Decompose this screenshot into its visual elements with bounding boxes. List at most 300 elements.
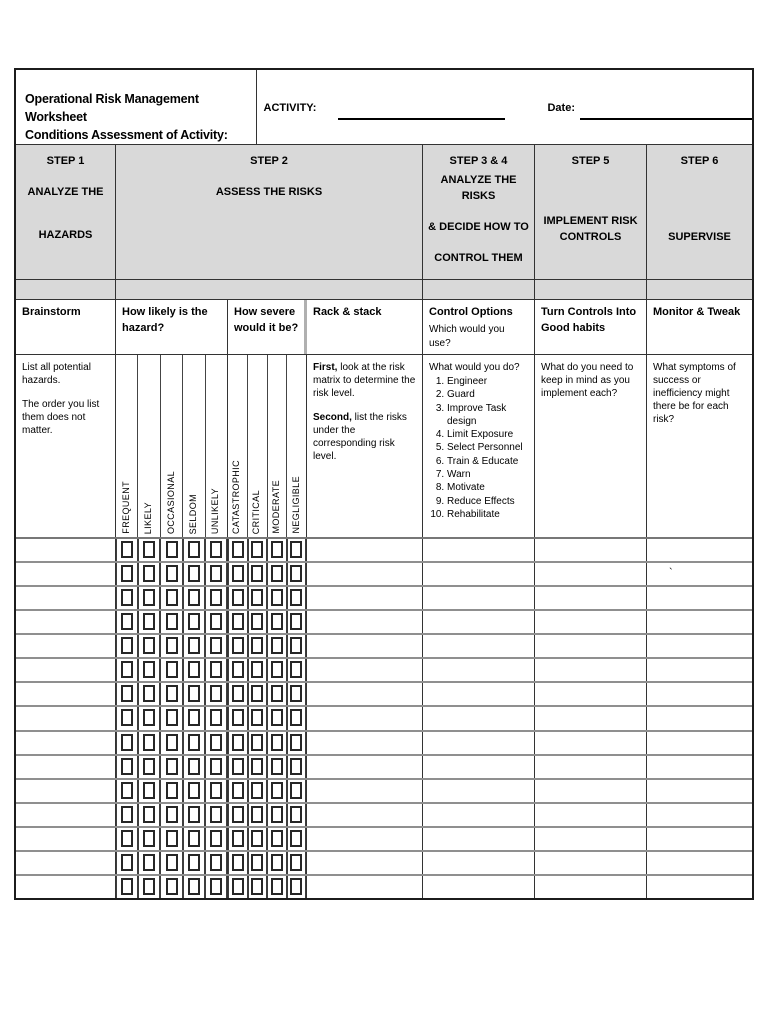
monitor-entry-cell[interactable] — [647, 707, 752, 729]
table-row — [16, 802, 752, 826]
severity-checkbox[interactable] — [251, 782, 263, 799]
severity-checkbox[interactable] — [271, 709, 283, 726]
likelihood-checkbox[interactable] — [121, 709, 133, 726]
severity-checkbox[interactable] — [290, 830, 302, 847]
control-options-entry-cell[interactable] — [423, 587, 535, 609]
implement-entry-cell[interactable] — [535, 587, 647, 609]
brainstorm-header: Brainstorm — [16, 300, 116, 354]
likelihood-checkbox[interactable] — [143, 685, 155, 702]
step-3-4-header — [423, 145, 535, 279]
severity-checkbox[interactable] — [251, 541, 263, 558]
hazard-entry-cell[interactable] — [16, 635, 116, 657]
monitor-entry-cell[interactable] — [647, 756, 752, 778]
table-row — [16, 681, 752, 705]
likelihood-checkbox-cell — [160, 587, 182, 609]
severity-checkbox-cell — [228, 780, 248, 802]
likelihood-checkbox-cell — [116, 563, 138, 585]
monitor-entry-cell[interactable] — [647, 611, 752, 633]
hazard-entry-cell[interactable] — [16, 563, 116, 585]
likelihood-checkbox[interactable] — [188, 709, 200, 726]
likelihood-checkbox[interactable] — [210, 637, 222, 654]
likelihood-checkbox-group — [116, 587, 228, 609]
likelihood-checkbox-cell — [205, 828, 227, 850]
control-option-item: 8. Motivate — [447, 481, 529, 494]
severity-checkbox-cell — [287, 587, 307, 609]
likelihood-checkbox[interactable] — [143, 734, 155, 751]
severity-checkbox[interactable] — [232, 758, 244, 775]
likelihood-checkbox-cell — [160, 563, 182, 585]
likelihood-column-seldom — [183, 355, 205, 537]
likelihood-checkbox[interactable] — [121, 541, 133, 558]
likelihood-checkbox-cell — [183, 635, 205, 657]
likelihood-checkbox[interactable] — [166, 589, 178, 606]
likelihood-checkbox-cell — [160, 828, 182, 850]
hazard-entry-cell[interactable] — [16, 780, 116, 802]
severity-checkbox[interactable] — [251, 637, 263, 654]
severity-checkbox-cell — [248, 852, 268, 874]
likelihood-checkbox[interactable] — [121, 806, 133, 823]
activity-input-line[interactable] — [338, 108, 505, 120]
severity-checkbox[interactable] — [251, 854, 263, 871]
likelihood-checkbox[interactable] — [210, 854, 222, 871]
severity-checkbox[interactable] — [232, 734, 244, 751]
control-options-entry-cell[interactable] — [423, 683, 535, 705]
severity-checkbox-cell — [287, 611, 307, 633]
severity-checkbox[interactable] — [232, 854, 244, 871]
implement-entry-cell[interactable] — [535, 611, 647, 633]
implement-entry-cell[interactable] — [535, 852, 647, 874]
control-options-entry-cell[interactable] — [423, 756, 535, 778]
implement-question: What do you need to keep in mind as you implement each? — [541, 362, 634, 399]
severity-checkbox[interactable] — [290, 565, 302, 582]
rack-stack-entry-cell[interactable] — [307, 635, 423, 657]
likelihood-checkbox[interactable] — [143, 661, 155, 678]
likelihood-checkbox-cell — [183, 683, 205, 705]
control-options-entry-cell[interactable] — [423, 852, 535, 874]
likelihood-checkbox[interactable] — [210, 758, 222, 775]
likelihood-checkbox[interactable] — [166, 758, 178, 775]
implement-entry-cell[interactable] — [535, 635, 647, 657]
likelihood-checkbox[interactable] — [188, 830, 200, 847]
monitor-entry-cell[interactable] — [647, 587, 752, 609]
severity-checkbox[interactable] — [271, 806, 283, 823]
likelihood-checkbox-cell — [183, 780, 205, 802]
likelihood-checkbox[interactable] — [210, 806, 222, 823]
implement-entry-cell[interactable] — [535, 876, 647, 898]
likelihood-checkbox-cell — [205, 539, 227, 561]
likelihood-checkbox[interactable] — [166, 661, 178, 678]
likelihood-checkbox[interactable] — [121, 854, 133, 871]
severity-checkbox[interactable] — [290, 734, 302, 751]
severity-checkbox[interactable] — [232, 637, 244, 654]
likelihood-checkbox[interactable] — [210, 830, 222, 847]
severity-checkbox[interactable] — [271, 758, 283, 775]
control-option-item: 5. Select Personnel — [447, 441, 529, 454]
likelihood-checkbox[interactable] — [121, 734, 133, 751]
control-options-entry-cell[interactable] — [423, 563, 535, 585]
likelihood-checkbox-cell — [183, 611, 205, 633]
likelihood-checkbox-cell — [160, 659, 182, 681]
likelihood-checkbox[interactable] — [143, 637, 155, 654]
monitor-entry-cell[interactable] — [647, 732, 752, 754]
severity-label: MODERATE — [271, 480, 282, 534]
brainstorm-instruction-1: List all potential hazards. — [22, 362, 91, 386]
severity-checkbox[interactable] — [290, 758, 302, 775]
rack-stack-entry-cell[interactable] — [307, 611, 423, 633]
likelihood-checkbox[interactable] — [166, 637, 178, 654]
severity-checkbox[interactable] — [232, 541, 244, 558]
rack-stack-entry-cell[interactable] — [307, 563, 423, 585]
severity-checkbox[interactable] — [290, 613, 302, 630]
hazard-entry-cell[interactable] — [16, 539, 116, 561]
severity-checkbox[interactable] — [251, 734, 263, 751]
likelihood-checkbox[interactable] — [188, 613, 200, 630]
severity-checkbox-cell — [228, 539, 248, 561]
likelihood-checkbox[interactable] — [210, 709, 222, 726]
likelihood-checkbox[interactable] — [166, 806, 178, 823]
monitor-entry-cell[interactable] — [647, 852, 752, 874]
likelihood-checkbox[interactable] — [166, 782, 178, 799]
likelihood-checkbox-cell — [205, 732, 227, 754]
rack-stack-instructions — [307, 355, 423, 537]
control-option-item: 6. Train & Educate — [447, 455, 529, 468]
likelihood-checkbox-cell — [138, 780, 160, 802]
likelihood-checkbox[interactable] — [143, 854, 155, 871]
rack-stack-entry-cell[interactable] — [307, 587, 423, 609]
likelihood-checkbox[interactable] — [121, 565, 133, 582]
likelihood-label: SELDOM — [188, 493, 199, 534]
severity-checkbox[interactable] — [271, 830, 283, 847]
likelihood-checkbox[interactable] — [121, 878, 133, 895]
control-options-entry-cell[interactable] — [423, 635, 535, 657]
likelihood-checkbox[interactable] — [188, 589, 200, 606]
likelihood-checkbox[interactable] — [143, 782, 155, 799]
severity-checkbox[interactable] — [290, 854, 302, 871]
hazard-entry-cell[interactable] — [16, 683, 116, 705]
likelihood-checkbox-cell — [183, 852, 205, 874]
likelihood-checkbox[interactable] — [188, 541, 200, 558]
control-options-entry-cell[interactable] — [423, 780, 535, 802]
hazard-entry-cell[interactable] — [16, 756, 116, 778]
control-options-entry-cell[interactable] — [423, 539, 535, 561]
severity-checkbox-group — [228, 876, 307, 898]
likelihood-checkbox[interactable] — [143, 758, 155, 775]
implement-entry-cell[interactable] — [535, 683, 647, 705]
monitor-entry-cell[interactable] — [647, 539, 752, 561]
severity-checkbox-group — [228, 780, 307, 802]
severity-checkbox[interactable] — [271, 661, 283, 678]
step-5-line-1: IMPLEMENT RISK CONTROLS — [543, 214, 638, 243]
severity-checkbox-group — [228, 683, 307, 705]
likelihood-checkbox[interactable] — [121, 782, 133, 799]
monitor-entry-cell[interactable] — [647, 659, 752, 681]
likelihood-checkbox[interactable] — [210, 734, 222, 751]
severity-checkbox[interactable] — [232, 565, 244, 582]
monitor-entry-cell[interactable] — [647, 780, 752, 802]
implement-entry-cell[interactable] — [535, 707, 647, 729]
implement-entry-cell[interactable] — [535, 563, 647, 585]
likelihood-checkbox[interactable] — [188, 878, 200, 895]
severity-checkbox-cell — [228, 876, 248, 898]
likelihood-checkbox[interactable] — [188, 806, 200, 823]
likelihood-checkbox-group — [116, 539, 228, 561]
likelihood-checkbox-group — [116, 732, 228, 754]
severity-checkbox[interactable] — [290, 709, 302, 726]
severity-checkbox-cell — [228, 563, 248, 585]
severity-checkbox-cell — [287, 732, 307, 754]
severity-checkbox-cell — [287, 659, 307, 681]
severity-checkbox-cell — [267, 828, 287, 850]
severity-checkbox[interactable] — [290, 782, 302, 799]
severity-checkbox[interactable] — [290, 661, 302, 678]
severity-checkbox-cell — [248, 611, 268, 633]
severity-checkbox-group — [228, 852, 307, 874]
implement-entry-cell[interactable] — [535, 804, 647, 826]
severity-label: NEGLIGIBLE — [290, 476, 301, 534]
severity-checkbox[interactable] — [271, 685, 283, 702]
likelihood-checkbox[interactable] — [210, 878, 222, 895]
monitor-question: What symptoms of success or inefficiency might there be for each risk? — [653, 362, 736, 425]
likelihood-checkbox[interactable] — [166, 565, 178, 582]
likelihood-checkbox[interactable] — [143, 830, 155, 847]
implement-entry-cell[interactable] — [535, 828, 647, 850]
likelihood-checkbox[interactable] — [210, 685, 222, 702]
severity-checkbox[interactable] — [271, 541, 283, 558]
severity-checkbox[interactable] — [251, 709, 263, 726]
likelihood-checkbox[interactable] — [210, 565, 222, 582]
severity-checkbox[interactable] — [232, 782, 244, 799]
severity-checkbox-cell — [267, 563, 287, 585]
hazard-entry-cell[interactable] — [16, 587, 116, 609]
rack-stack-instruction-1 — [313, 361, 417, 400]
likelihood-checkbox[interactable] — [121, 613, 133, 630]
likelihood-checkbox[interactable] — [121, 661, 133, 678]
likelihood-checkbox[interactable] — [166, 734, 178, 751]
severity-checkbox[interactable] — [251, 613, 263, 630]
severity-checkbox[interactable] — [251, 758, 263, 775]
severity-checkbox[interactable] — [290, 637, 302, 654]
severity-checkbox-cell — [267, 852, 287, 874]
severity-checkbox-cell — [287, 852, 307, 874]
severity-checkbox[interactable] — [271, 734, 283, 751]
likelihood-checkbox[interactable] — [210, 589, 222, 606]
likelihood-checkbox-cell — [138, 659, 160, 681]
monitor-entry-cell[interactable] — [647, 683, 752, 705]
severity-checkbox-cell — [248, 659, 268, 681]
likelihood-checkbox[interactable] — [121, 830, 133, 847]
likelihood-checkbox-cell — [138, 587, 160, 609]
severity-checkbox[interactable] — [232, 685, 244, 702]
rack-stack-entry-cell[interactable] — [307, 876, 423, 898]
severity-checkbox[interactable] — [251, 565, 263, 582]
likelihood-checkbox-group — [116, 804, 228, 826]
severity-checkbox[interactable] — [271, 854, 283, 871]
hazard-entry-cell[interactable] — [16, 876, 116, 898]
severity-checkbox-cell — [287, 635, 307, 657]
rack-stack-entry-cell[interactable] — [307, 539, 423, 561]
rack-stack-entry-cell[interactable] — [307, 804, 423, 826]
hazard-entry-cell[interactable] — [16, 611, 116, 633]
severity-checkbox-cell — [228, 732, 248, 754]
likelihood-checkbox-cell — [205, 804, 227, 826]
likelihood-checkbox[interactable] — [166, 830, 178, 847]
implement-entry-cell[interactable] — [535, 732, 647, 754]
severity-checkbox[interactable] — [251, 661, 263, 678]
likelihood-checkbox-cell — [116, 852, 138, 874]
likelihood-checkbox[interactable] — [143, 589, 155, 606]
likelihood-checkbox[interactable] — [143, 878, 155, 895]
step-1-number: STEP 1 — [46, 155, 85, 167]
step-3-4-line-3: CONTROL THEM — [434, 251, 523, 264]
likelihood-checkbox-cell — [183, 587, 205, 609]
likelihood-checkbox[interactable] — [121, 758, 133, 775]
severity-checkbox[interactable] — [271, 782, 283, 799]
likelihood-checkbox[interactable] — [188, 661, 200, 678]
severity-checkbox[interactable] — [251, 589, 263, 606]
likelihood-checkbox[interactable] — [143, 806, 155, 823]
control-options-entry-cell[interactable] — [423, 611, 535, 633]
severity-checkbox[interactable] — [232, 661, 244, 678]
table-row — [16, 705, 752, 729]
implement-entry-cell[interactable] — [535, 780, 647, 802]
likelihood-checkbox[interactable] — [210, 541, 222, 558]
rack-stack-entry-cell[interactable] — [307, 707, 423, 729]
severity-checkbox-cell — [267, 683, 287, 705]
rack-stack-entry-cell[interactable] — [307, 683, 423, 705]
severity-checkbox[interactable] — [232, 709, 244, 726]
control-options-entry-cell[interactable] — [423, 732, 535, 754]
likelihood-checkbox-group — [116, 611, 228, 633]
severity-checkbox[interactable] — [290, 806, 302, 823]
severity-checkbox[interactable] — [232, 830, 244, 847]
severity-checkbox[interactable] — [271, 565, 283, 582]
severity-checkbox[interactable] — [271, 878, 283, 895]
likelihood-checkbox[interactable] — [210, 782, 222, 799]
severity-checkbox[interactable] — [290, 541, 302, 558]
hazard-entry-cell[interactable] — [16, 732, 116, 754]
likelihood-checkbox[interactable] — [188, 685, 200, 702]
hazard-entry-cell[interactable] — [16, 804, 116, 826]
hazard-entry-cell[interactable] — [16, 659, 116, 681]
likelihood-checkbox[interactable] — [121, 685, 133, 702]
severity-checkbox[interactable] — [251, 878, 263, 895]
likelihood-checkbox[interactable] — [143, 565, 155, 582]
hazard-entry-cell[interactable] — [16, 828, 116, 850]
severity-checkbox-cell — [267, 804, 287, 826]
date-input-line[interactable] — [580, 108, 752, 120]
rack-stack-entry-cell[interactable] — [307, 756, 423, 778]
severity-checkbox[interactable] — [251, 806, 263, 823]
severity-checkbox[interactable] — [232, 806, 244, 823]
severity-checkbox[interactable] — [232, 878, 244, 895]
step-5-number: STEP 5 — [571, 155, 610, 167]
likelihood-checkbox[interactable] — [188, 854, 200, 871]
likelihood-checkbox[interactable] — [166, 541, 178, 558]
severity-checkbox[interactable] — [290, 589, 302, 606]
likelihood-checkbox[interactable] — [188, 734, 200, 751]
hazard-entry-cell[interactable] — [16, 852, 116, 874]
likelihood-checkbox-cell — [205, 563, 227, 585]
implement-entry-cell[interactable] — [535, 756, 647, 778]
rack-stack-entry-cell[interactable] — [307, 732, 423, 754]
hazard-entry-cell[interactable] — [16, 707, 116, 729]
severity-checkbox[interactable] — [232, 589, 244, 606]
likelihood-checkbox[interactable] — [166, 854, 178, 871]
severity-checkbox-cell — [287, 563, 307, 585]
implement-entry-cell[interactable] — [535, 659, 647, 681]
likelihood-checkbox[interactable] — [143, 613, 155, 630]
likelihood-checkbox[interactable] — [210, 613, 222, 630]
likelihood-checkbox-cell — [138, 539, 160, 561]
likelihood-checkbox[interactable] — [143, 709, 155, 726]
severity-checkbox[interactable] — [271, 589, 283, 606]
likelihood-checkbox-group — [116, 563, 228, 585]
rack-stack-header: Rack & stack — [307, 300, 423, 354]
likelihood-checkbox[interactable] — [188, 637, 200, 654]
control-options-entry-cell[interactable] — [423, 659, 535, 681]
monitor-entry-cell[interactable] — [647, 635, 752, 657]
rack-stack-entry-cell[interactable] — [307, 852, 423, 874]
likelihood-checkbox[interactable] — [188, 565, 200, 582]
control-options-entry-cell[interactable] — [423, 876, 535, 898]
likelihood-checkbox[interactable] — [166, 613, 178, 630]
likelihood-checkbox[interactable] — [188, 782, 200, 799]
severity-checkbox-cell — [248, 828, 268, 850]
table-row — [16, 874, 752, 898]
rack-stack-entry-cell[interactable] — [307, 780, 423, 802]
implement-entry-cell[interactable] — [535, 539, 647, 561]
likelihood-checkbox-cell — [160, 804, 182, 826]
likelihood-checkbox-cell — [205, 876, 227, 898]
control-options-entry-cell[interactable] — [423, 804, 535, 826]
severity-checkbox[interactable] — [290, 685, 302, 702]
likelihood-checkbox[interactable] — [166, 878, 178, 895]
likelihood-checkbox[interactable] — [121, 589, 133, 606]
severity-checkbox[interactable] — [290, 878, 302, 895]
severity-checkbox-cell — [228, 659, 248, 681]
monitor-entry-cell[interactable] — [647, 876, 752, 898]
likelihood-checkbox[interactable] — [188, 758, 200, 775]
severity-checkbox-cell — [248, 707, 268, 729]
control-options-entry-cell[interactable] — [423, 828, 535, 850]
likelihood-checkbox-cell — [116, 539, 138, 561]
instruction-row — [16, 355, 752, 539]
likelihood-checkbox-group — [116, 828, 228, 850]
likelihood-checkbox[interactable] — [210, 661, 222, 678]
severity-checkbox[interactable] — [271, 613, 283, 630]
control-options-entry-cell[interactable] — [423, 707, 535, 729]
likelihood-checkbox[interactable] — [143, 541, 155, 558]
severity-checkbox[interactable] — [232, 613, 244, 630]
table-row — [16, 657, 752, 681]
control-option-item: 1. Engineer — [447, 375, 529, 388]
rack-stack-entry-cell[interactable] — [307, 659, 423, 681]
rack-stack-entry-cell[interactable] — [307, 828, 423, 850]
likelihood-checkbox-cell — [116, 732, 138, 754]
likelihood-checkbox[interactable] — [166, 709, 178, 726]
severity-checkbox[interactable] — [271, 637, 283, 654]
likelihood-checkbox[interactable] — [121, 637, 133, 654]
severity-checkbox[interactable] — [251, 685, 263, 702]
likelihood-checkbox[interactable] — [166, 685, 178, 702]
monitor-entry-cell[interactable] — [647, 804, 752, 826]
table-row — [16, 609, 752, 633]
monitor-entry-cell[interactable] — [647, 563, 752, 585]
step-6-line-1: SUPERVISE — [668, 230, 731, 243]
severity-header: How severe would it be? — [228, 300, 307, 354]
severity-checkbox[interactable] — [251, 830, 263, 847]
monitor-entry-cell[interactable] — [647, 828, 752, 850]
